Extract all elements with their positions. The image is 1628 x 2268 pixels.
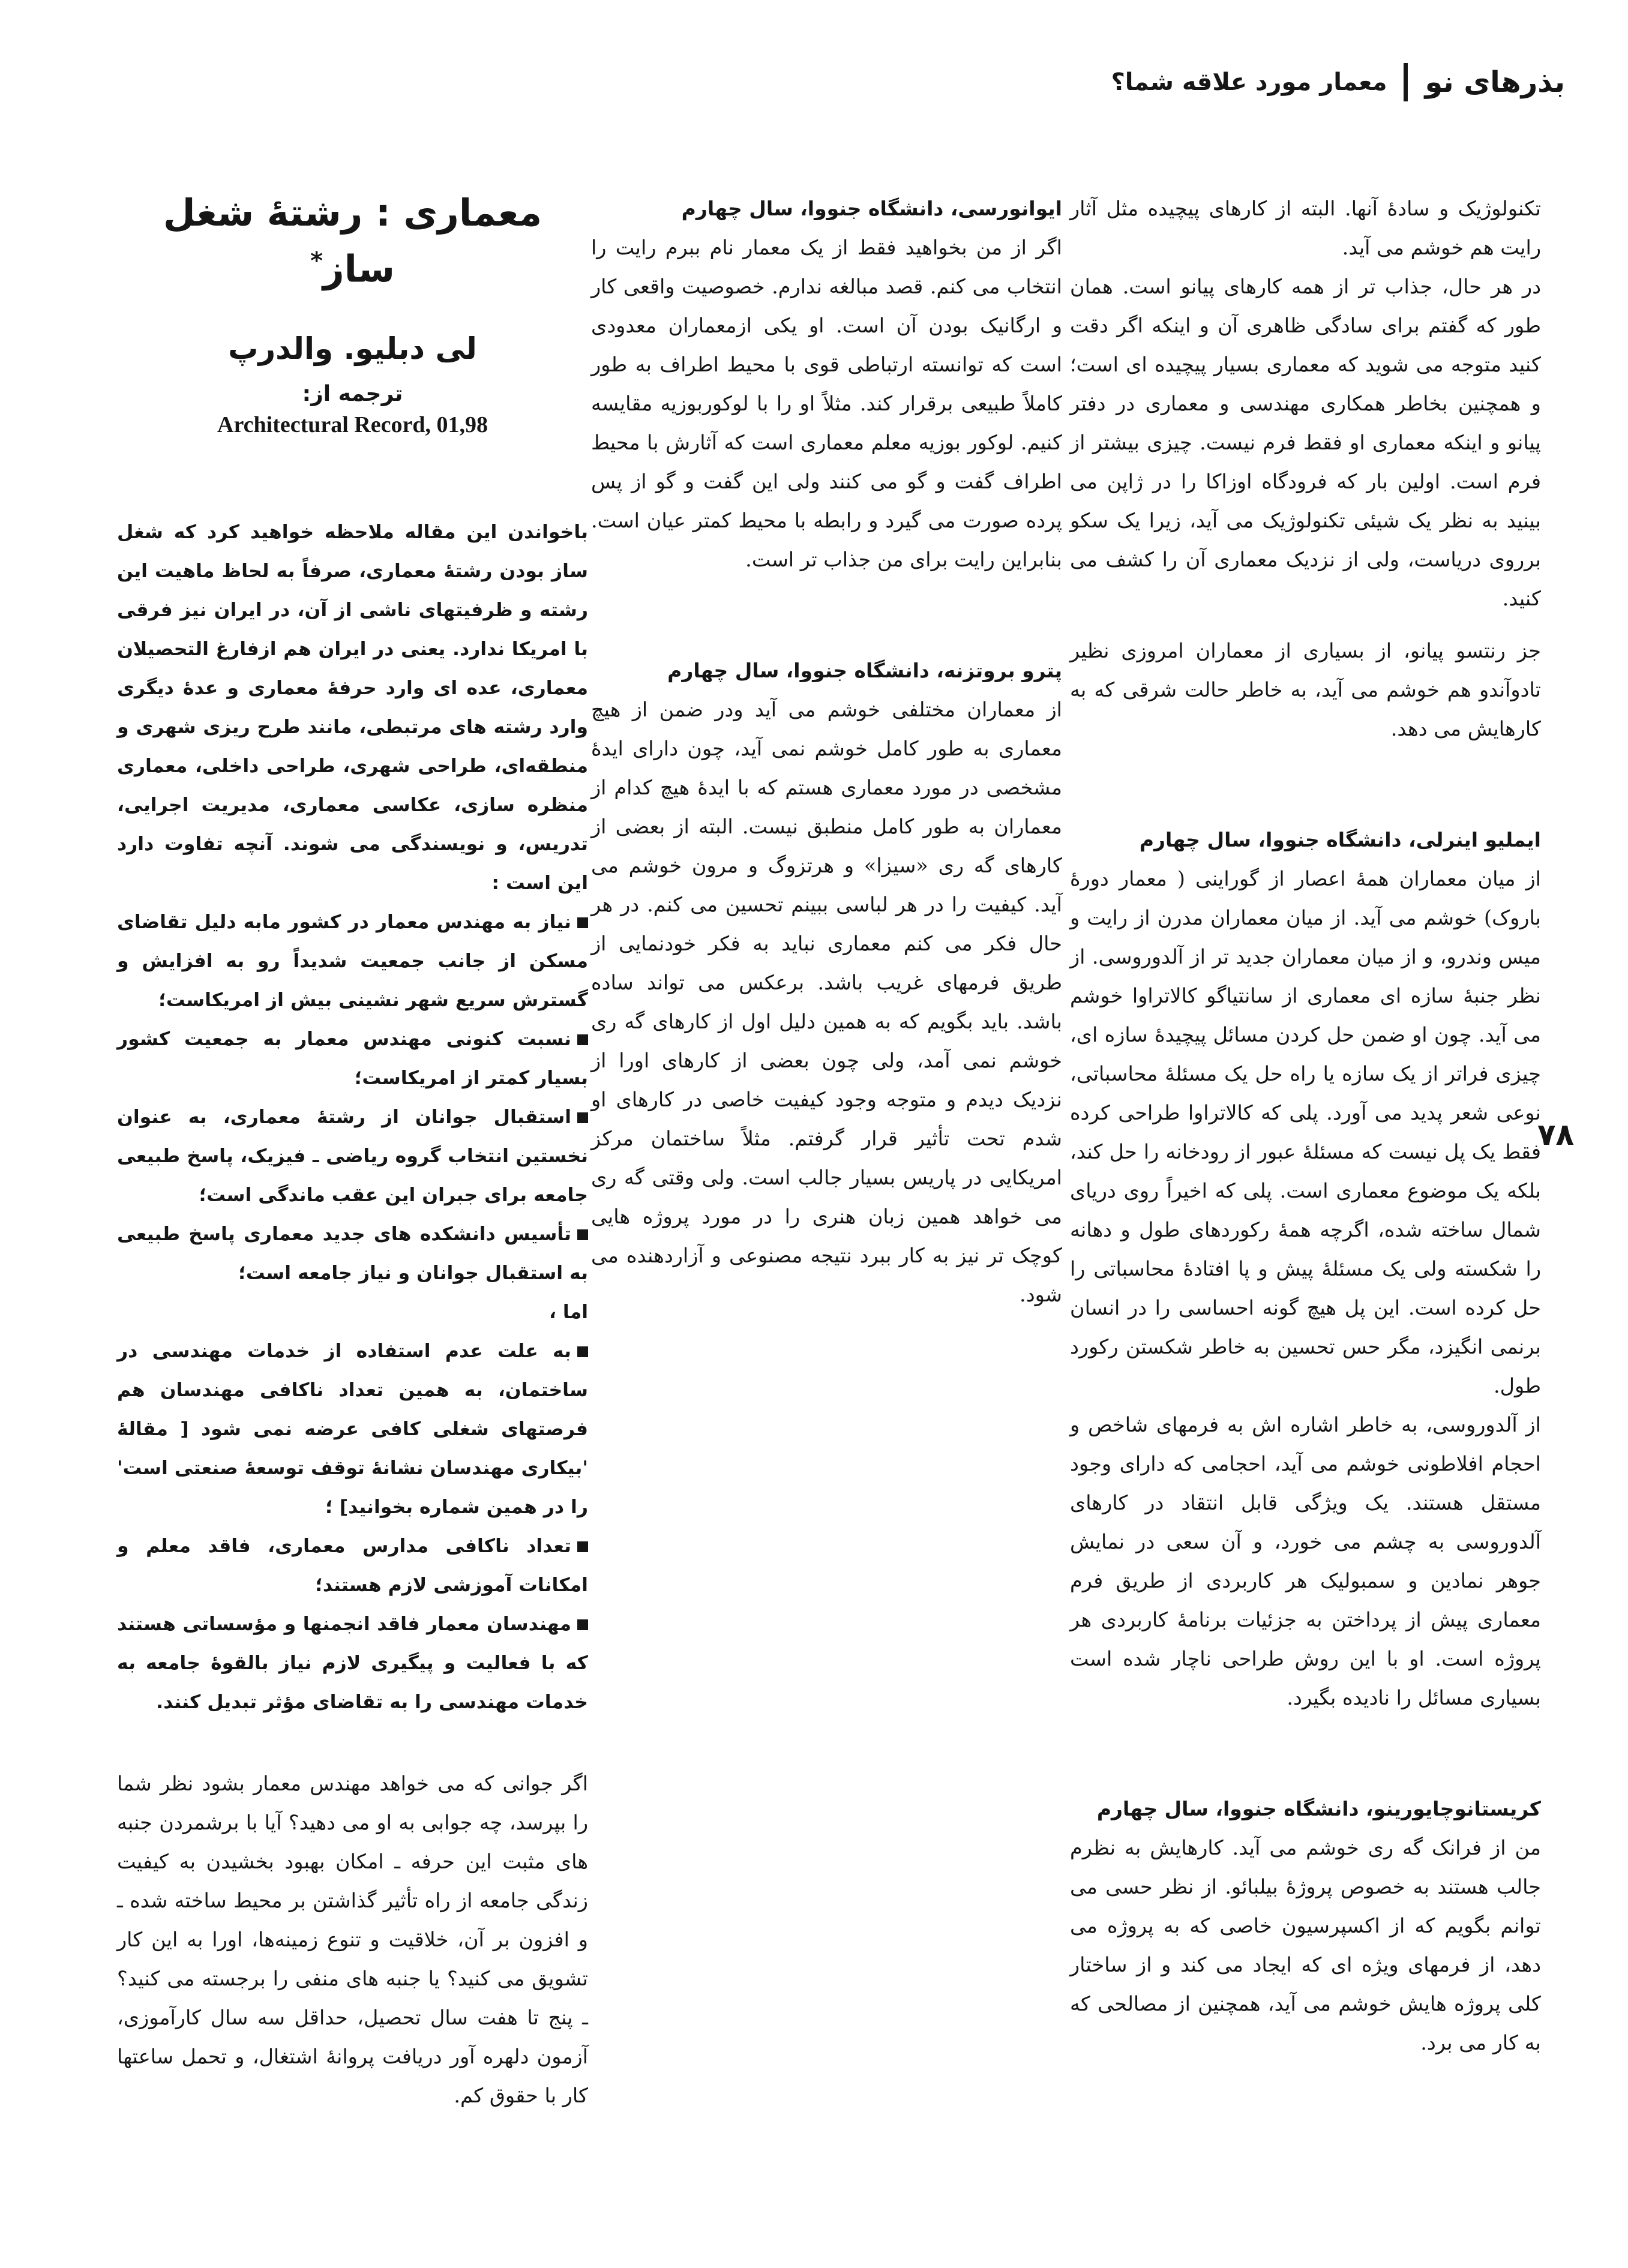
running-header [1111,63,1565,101]
paragraph: تکنولوژیک و سادهٔ آنها. البته از کارهای پیچیده مثل آثار رایت هم خوشم می آید. [1070,197,1541,259]
list-item [117,1605,588,1722]
paragraph: من از فرانک گه ری خوشم می آید. کارهایش به نظرم جالب هستند به خصوص پروژهٔ بیلبائو. از نظر حسی می توانم بگویم که از اکسپرسیون خاصی که به پروژه می دهد، از فرمهای ویژه ای که ایجاد می کند و از ساختار کلی پروژه هایش خوشم می آید، همچنین از مصالحی که به کار می برد. [1070,1836,1541,2054]
article-title [117,189,588,293]
square-bullet-icon [577,1541,588,1552]
list-item-text: نسبت کنونی مهندس معمار به جمعیت کشور بسیار کمتر از امریکاست؛ [117,1028,588,1089]
paragraph: از معماران مختلفی خوشم می آید ودر ضمن از هیچ معماری به طور کامل خوشم نمی آید، چون دارای ایدهٔ مشخصی در مورد معماری هستم که با ایدهٔ هیچ کدام از معماران به طور کامل منطبق نیست. البته از بعضی از کارهای گه ری «سیزا» و هرتزوگ و مرون خوشم می آید. کیفیت را در هر لباسی ببینم تحسین می کنم. در هر حال فکر می کنم معماری نباید به فکر خودنمایی از طریق فرمهای غریب باشد. برعکس می تواند ساده باشد. باید بگویم که به همین دلیل اول از کارهای گه ری خوشم نمی آمد، ولی چون بعضی از کارهای اورا از نزدیک دیدم و متوجه وجود کیفیت خاصی در کارهای او شدم تحت تأثیر قرار گرفتم. مثلاً ساختمان مرکز امریکایی در پاریس بسیار جالب است. ولی وقتی گه ری می خواهد همین زبان هنری را در مورد پروژه هایی کوچک تر نیز به کار ببرد نتیجه مصنوعی و آزاردهنده می شود. [591,698,1062,1306]
header-divider [1404,63,1408,101]
list-item [117,903,588,1020]
right-column [1070,189,1541,2062]
paragraph: در هر حال، جذاب تر از همه کارهای پیانو است. همان طور که گفتم برای سادگی ظاهری آن و اینکه اگر دقت کنید متوجه می شوید که معماری بسیار پیچیده ای است؛ و همچنین بخاطر همکاری مهندسی و معماری در دفتر پیانو و اینکه معماری او فقط فرم نیست. چیزی بیشتر از فرم است. اولین بار که فرودگاه اوزاکا را در ژاپن می بینید به نظر یک شیئی تکنولوژیک می آید، زیرا یک سکو برروی دریاست، ولی از نزدیک معماری آن را کشف می کنید. [1070,275,1541,610]
list-item [117,1527,588,1605]
list-item-text: تأسیس دانشکده های جدید معماری پاسخ طبیعی به استقبال جوانان و نیاز جامعه است؛ [117,1223,588,1284]
series-title: بذرهای نو [1425,65,1565,99]
interviewee-byline: ایوانورسی، دانشگاه جنووا، سال چهارم [681,197,1062,220]
paragraph: اگر جوانی که می خواهد مهندس معمار بشود نظر شما را بپرسد، چه جوابی به او می دهید؟ آیا با برشمردن جنبه های مثبت این حرفه ـ امکان بهبود بخشیدن به کیفیت زندگی جامعه از راه تأثیر گذاشتن بر محیط ساخته شده ـ و افزون بر آن، خلاقیت و تنوع زمینه‌ها، اورا به این کار تشویق می کنید؟ یا جنبه های منفی را برجسته می کنید؟ ـ پنج تا هفت سال تحصیل، حداقل سه سال کارآموزی، آزمون دلهره آور دریافت پروانهٔ اشتغال، و تحمل ساعتها کار با حقوق کم. [117,1771,588,2107]
square-bullet-icon [577,1112,588,1123]
square-bullet-icon [577,1346,588,1357]
square-bullet-icon [577,1229,588,1240]
list-item-text: مهندسان معمار فاقد انجمنها و مؤسساتی هستند که با فعالیت و پیگیری لازم نیاز بالقوهٔ جامعه به خدمات مهندسی را به تقاضای مؤثر تبدیل کنند. [117,1613,588,1713]
conjunction: اما ، [548,1301,588,1323]
square-bullet-icon [577,1619,588,1630]
interviewee-byline: پترو بروتزنه، دانشگاه جنووا، سال چهارم [667,659,1062,682]
list-item-text: تعداد ناکافی مدارس معماری، فاقد معلم و امکانات آموزشی لازم هستند؛ [117,1535,588,1596]
translation-label: ترجمه از: [302,381,403,406]
list-item-text: استقبال جوانان از رشتهٔ معماری، به عنوان نخستین انتخاب گروه ریاضی ـ فیزیک، پاسخ طبیعی جامعه برای جبران این عقب ماندگی است؛ [117,1106,588,1206]
paragraph: از آلدوروسی، به خاطر اشاره اش به فرمهای شاخص و احجام افلاطونی خوشم می آید، احجامی که دارای وجود مستقل هستند. یک ویژگی قابل انتقاد در کارهای آلدوروسی به چشم می خورد، و آن سعی در نمایش جوهر نمادین و سمبولیک هر کاربردی از طریق فرم معماری پیش از پرداختن به جزئیات برنامهٔ کاربردی هر پروژه است. او با این روش طراحی ناچار شده است بسیاری مسائل را نادیده بگیرد. [1070,1413,1541,1709]
section-title: معمار مورد علاقه شما؟ [1111,68,1387,96]
paragraph: از میان معماران همهٔ اعصار از گوراینی ( معمار دورهٔ باروک) خوشم می آید. از میان معماران مدرن از رایت و میس وندرو، و از میان معماران جدید تر از آلدوروسی. از نظر جنبهٔ سازه ای معماری از سانتیاگو کالاتراوا خوشم می آید. چون او ضمن حل کردن مسائل پیچیدهٔ سازه ای، چیزی فراتر از یک سازه یا راه حل یک مسئلهٔ محاسباتی، نوعی شعر پدید می آورد. پلی که کالاتراوا طراحی کرده فقط یک پل نیست که مسئلهٔ عبور از رودخانه را حل کند، بلکه یک موضوع معماری است. پلی که اخیراً روی دریای شمال ساخته شده، اگرچه همهٔ رکوردهای طول و دهانه را شکسته ولی یک مسئلهٔ پیش و پا افتادهٔ محاسباتی را حل کرده است. این پل هیچ گونه احساسی را در انسان برنمی انگیزد، مگر حس تحسین به خاطر شکستن رکورد طول. [1070,867,1541,1397]
list-item-text: نیاز به مهندس معمار در کشور مابه دلیل تقاضای مسکن از جانب جمعیت شدیداً رو به افزایش و گسترش سریع شهر نشینی بیش از امریکاست؛ [117,911,588,1011]
list-item [117,1332,588,1527]
left-column [117,189,588,2115]
page-number: ۷۸ [1537,1117,1575,1152]
article-title-text: معماری : رشتهٔ شغل ساز [163,191,542,291]
source-citation: Architectural Record, 01,98 [217,412,488,437]
title-footnote-mark: * [310,247,323,275]
paragraph: اگر از من بخواهید فقط از یک معمار نام ببرم رایت را انتخاب می کنم. قصد مبالغه ندارم. خصوصیت واقعی کار و ارگانیک بودن آن است. او یکی ازمعماران معدودی است که توانسته ارتباطی قوی با محیط اطراف به طور کاملاً طبیعی برقرار کند. مثلاً او را با لوکوربوزیه مقایسه کنیم. لوکور بوزیه معلم معماری است که آثارش با محیط اطراف گفت و گو می کنند ولی این گفت و گو از پس پرده صورت می گیرد و رابطه با محیط کمتر عیان است. بنابراین رایت برای من جذاب تر است. [591,236,1062,571]
bullet-list [117,1332,588,1722]
middle-column [591,189,1062,1314]
interviewee-byline: کریستانوچایورینو، دانشگاه جنووا، سال چهارم [1096,1797,1541,1820]
list-item-text: به علت عدم استفاده از خدمات مهندسی در ساختمان، به همین تعداد ناکافی مهندسان هم فرصتهای شغلی کافی عرضه نمی شود [ مقالهٔ 'بیکاری مهندسان نشانهٔ توقف توسعهٔ صنعتی است' را در همین شماره بخوانید] ؛ [117,1340,588,1518]
paragraph: جز رنتسو پیانو، از بسیاری از معماران امروزی نظیر تادوآندو هم خوشم می آید، به خاطر حالت شرقی که به کارهایش می دهد. [1070,639,1541,740]
article-title-block [117,189,588,441]
list-item [117,1020,588,1098]
article-intro: باخواندن این مقاله ملاحظه خواهید کرد که شغل ساز بودن رشتهٔ معماری، صرفاً به لحاظ ماهیت این رشته و ظرفیتهای ناشی از آن، در ایران نیز فرقی با امریکا ندارد. یعنی در ایران هم ازفارغ التحصیلان معماری، عده ای وارد حرفهٔ معماری و عدهٔ دیگری وارد رشته های مرتبطی، مانند طرح ریزی شهری و منطقه‌ای، طراحی شهری، طراحی داخلی، معماری منظره سازی، عکاسی معماری، مدیریت اجرایی، تدریس، و نویسندگی می شوند. آنچه تفاوت دارد این است : [117,521,588,894]
square-bullet-icon [577,1034,588,1045]
bullet-list [117,903,588,1293]
list-item [117,1215,588,1293]
square-bullet-icon [577,917,588,928]
article-author: لی دبلیو. والدرپ [228,331,477,366]
list-item [117,1098,588,1215]
interviewee-byline: ایملیو اینرلی، دانشگاه جنووا، سال چهارم [1139,828,1541,851]
